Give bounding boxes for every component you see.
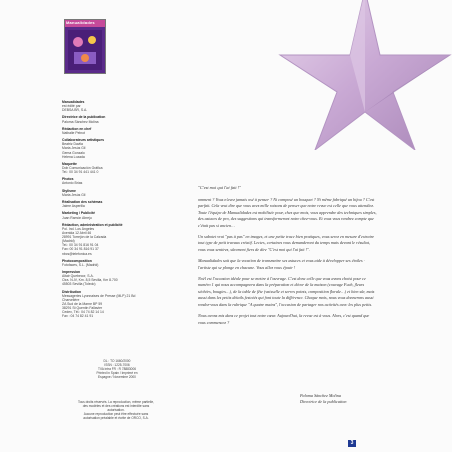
signature-role: Directrice de la publication (300, 398, 347, 404)
masthead-heading: Manualidades (62, 100, 85, 104)
masthead-line: DEBSA BR, S.A. (62, 108, 88, 113)
copyright-notice (76, 401, 156, 421)
signature-name: Paloma Sánchez Molina (300, 393, 341, 398)
masthead-block (62, 138, 137, 158)
masthead-heading: Maquette (62, 161, 77, 166)
masthead-heading: Photos (62, 177, 74, 182)
masthead-block (62, 259, 137, 267)
colophon-line: TVA intra FR : R 78883006 (97, 366, 137, 371)
editorial-paragraph: Noël est l'occasion idéale pour se mettre à l'ouvrage. C'est donc celle que vous avons choisi pour ce numéro 1 qui nous accompagnera dans la préparation et décor de la maison (couvage Fuch, fleurs séchées, bougies…), de la table de fête (vaisselle et serres points, composition florale…) et bien sûr, mais aussi dans les petits détails festoiés qui font toute la différence. Chaque mois, nous vous donnerons aussi rendez-vous dans la rubrique "A quatre mains", l'occasion de partager nos activités avec les plus petits. (198, 276, 375, 307)
masthead-heading: Rédaction en chef (62, 126, 92, 131)
masthead-block (62, 162, 137, 174)
masthead-line: Pol. Ind. Los Ángeles (62, 226, 95, 231)
masthead-line: nbcs@telefonica.es (62, 251, 92, 256)
masthead-line: Cedex, Tél.: 04 74 82 14 14 (62, 310, 104, 315)
masthead-line: (Madrid) (62, 239, 75, 244)
masthead-line: est édité par (62, 104, 81, 109)
editorial-paragraph: Nous avons mis dans ce projet tout notre cœur. Aujourd'hui, la revue est à vous. Alors, c'est quand que vous commencez ? (198, 313, 370, 325)
colophon-line: DL : TO 1660/2000 (103, 359, 131, 363)
masthead-heading: Photocomposition (62, 258, 92, 263)
masthead-block (62, 200, 137, 208)
masthead-block (62, 127, 137, 135)
copyright-line: Tous droits réservés. La reproduction, même partielle, des modèles et des créations est interdite sans autorisation. (77, 400, 154, 412)
editorial-paragraph: omment ? Vous n'avez jamais osé à penser ? Ni composé un bouquet ? Ni même fabriqué un bijou ? C'est parfait. Cela veut dire que vous avez mille raisons de penser que notre revue est celle que vous attendiez. Toute l'équipe de Manualidades est mobilisée pour, chez que mois, vous apprendre des techniques simples, des astuces de pro, des suggestions qui transformeront notre chez-vous. Et vous vous rendrez compte que c'était pas si ancien… (198, 197, 377, 228)
editorial-signature (300, 393, 346, 404)
masthead-heading: Réalisation des schémas (62, 200, 103, 205)
colophon-line: Printed in Spain / Imprimé en (96, 370, 138, 375)
masthead-line: Tel.: 00 34 91 816 91 04 (62, 243, 99, 248)
masthead-line: Altair Quebecor, S.A. (62, 274, 94, 279)
masthead-block (62, 211, 137, 219)
masthead-line: Fax: 00 34 91 816 91 37 (62, 247, 99, 252)
masthead-line: Messageries Lyonnaises de Presse (MLP) 21 Bd Charvelière (62, 293, 136, 302)
masthead-heading: Directrice de la publication (62, 115, 106, 120)
copyright-line: Aucune reproduction peut être effectuée sans autorisation préalable et écrite de ORCO, S.A. (83, 411, 149, 420)
masthead-line: Tel.: 00 34 91 441 441 0 (62, 170, 99, 175)
magazine-cover-thumbnail (64, 19, 106, 74)
masthead-block (62, 189, 137, 197)
masthead-line: 45503 Sevilla (Toledo) (62, 282, 96, 287)
masthead-line: Helena Lozada (62, 154, 85, 159)
masthead-heading: Distribution (62, 289, 82, 294)
editorial-paragraph: Un sabotet vrai "pas à pas" en images, et une petite trace bien pratiques, vous serez en mesure d'extraire tout type de petit travaux créatif. Lectes, certaines vous demanderont du temps mais devant le résultat, vous vous sentirez, sûrement fiers de dire "C'est moi qui l'ai fait !". (198, 234, 375, 252)
editorial-quote: "C'est moi qui l'ai fait !" (198, 185, 242, 190)
masthead (62, 100, 137, 322)
masthead-block (62, 270, 137, 286)
colophon-line: ISSN : 1225-7006 (104, 362, 130, 367)
star-illustration (215, 0, 452, 150)
masthead-line: ZA Sud de la Marne BP 59 (62, 302, 103, 306)
masthead-line: Maria Jesús Gil (62, 192, 86, 197)
cover-title: Manualidades (66, 20, 95, 25)
masthead-line: Jaime Asperilla (62, 204, 85, 209)
masthead-heading: Collaborateurs artistiques (62, 138, 105, 143)
masthead-block (62, 290, 137, 319)
editorial-paragraph: Manualidades sait que la vocation de transmettre ses astuces et vous aide à développer ses étoiles · l'artiste qui se plonge en chacune. Vous allez vous éjouir ! (198, 258, 365, 270)
masthead-heading: Rédaction, administration et publicité (62, 222, 123, 227)
masthead-block (62, 223, 137, 256)
masthead-block (62, 177, 137, 185)
masthead-line: Antonio Brías (62, 181, 83, 186)
editorial-text (198, 197, 378, 331)
masthead-line: Beatriz Davila (62, 142, 83, 147)
cover-artwork (68, 30, 102, 70)
masthead-line: Maria Jesús Gil (62, 146, 86, 151)
page-number: 3 (348, 440, 356, 447)
masthead-heading: Marketing / Publicité (62, 211, 95, 216)
masthead-line: Ctra. N-IV, Km. 8,5 Sevilla, Km 8.700 (62, 278, 118, 283)
masthead-block (62, 100, 137, 112)
masthead-line: Paloma Sánchez Molina (62, 119, 99, 124)
masthead-line: Juan Ramón Abreju (62, 215, 92, 220)
masthead-line: Avenida 12 Abril 46 (62, 231, 92, 236)
masthead-line: 28991 Torrejón de la Calzada (62, 235, 107, 240)
colophon-line: Espagne / Novembre 2000 (98, 374, 136, 379)
masthead-line: Dob Comunicación Gráfica (62, 165, 103, 170)
masthead-heading: Impression (62, 270, 81, 275)
masthead-line: Fotofaces, S.L. (Madrid) (62, 262, 99, 267)
masthead-line: Nathalie Pelnot (62, 130, 85, 135)
masthead-heading: Stylisme (62, 188, 76, 193)
masthead-line: Fax : 04 74 82 41 91 (62, 314, 94, 319)
masthead-block (62, 115, 137, 123)
masthead-line: Gema Gonzalo (62, 150, 85, 155)
colophon (82, 360, 152, 380)
masthead-line: 38291 St Quentin Fallavier (62, 306, 103, 311)
